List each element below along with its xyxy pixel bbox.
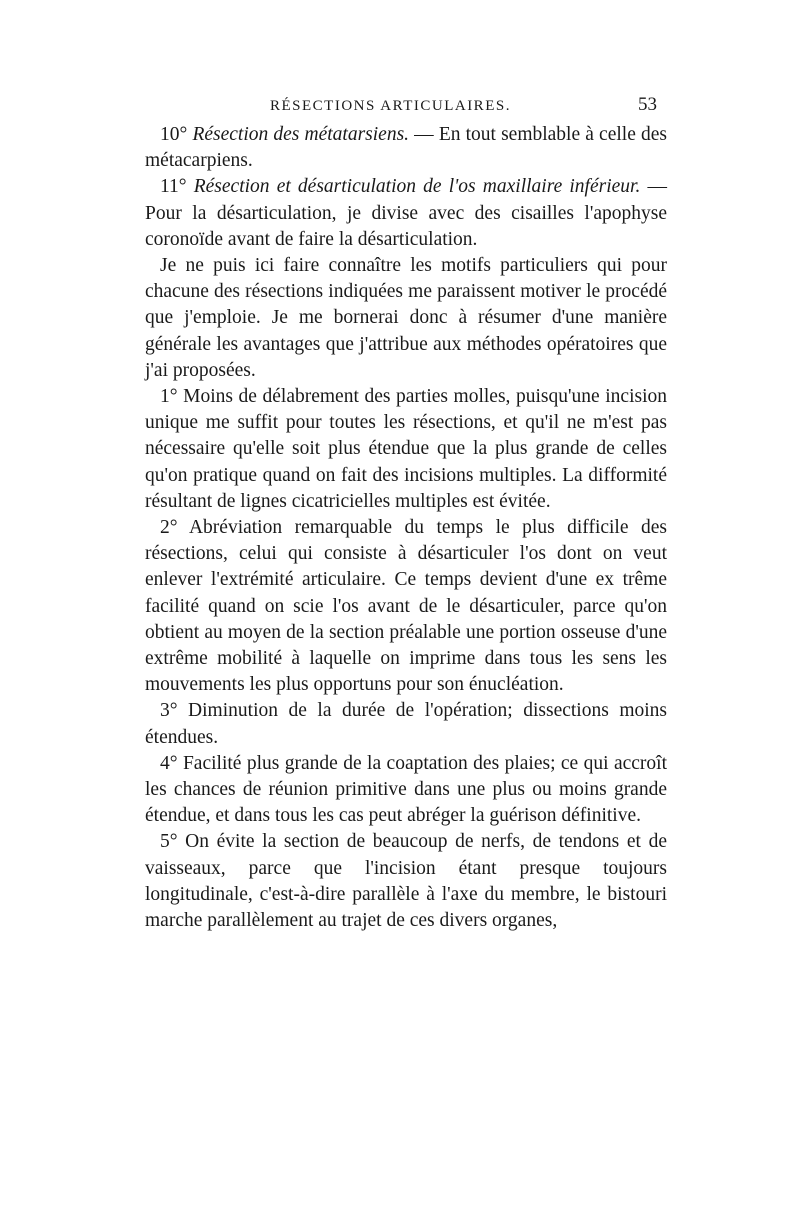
page-number: 53 <box>638 94 657 115</box>
paragraph-text: 5° On évite la section de beaucoup de nerfs, de tendons et de vaisseaux, parce que l'incision étant presque toujours longitudinale, c'est-à-dire parallèle à l'axe du membre, le bistouri marche parallèlement au trajet de ces divers organes, <box>145 831 667 932</box>
paragraph-lead: 10° <box>160 124 193 145</box>
paragraph-text: Je ne puis ici faire connaître les motifs particuliers qui pour chacune des résections indiquées me paraissent motiver le procédé que j'emploie. Je me bornerai donc à résumer d'une manière générale les avantages que j'attribue aux méthodes opératoires que j'ai proposées. <box>145 255 667 381</box>
paragraph-text: 1° Moins de délabrement des parties molles, puisqu'une incision unique me suffit pour toutes les résections, et qu'il ne m'est pas nécessaire qu'elle soit plus étendue que la plus grande de celles qu'on pratique quand on fait des incisions multiples. La difformité résultant de lignes cicatricielles multiples est évitée. <box>145 386 667 512</box>
paragraph-italic-title: Résection des métatarsiens. <box>192 124 410 145</box>
body-text <box>145 122 667 934</box>
paragraph-text: 2° Abréviation remarquable du temps le plus difficile des résections, celui qui consiste à désarticuler l'os dont on veut enlever l'extrémité articulaire. Ce temps devient d'une ex trême facilité quand on scie l'os avant de le désarticuler, parce qu'on obtient au moyen de la section préalable une portion osseuse d'une extrême mobilité à laquelle on imprime dans tous les sens les mouvements les plus opportuns pour son énucléation. <box>145 517 667 696</box>
paragraph-advantage-5 <box>145 829 667 934</box>
paragraph-advantage-3 <box>145 698 667 750</box>
paragraph-advantage-2 <box>145 515 667 698</box>
paragraph-resection-metatarsiens <box>145 122 667 174</box>
book-page <box>145 92 667 934</box>
page-header <box>145 92 667 122</box>
paragraph-italic-title: Résection et désarticulation de l'os maxillaire inférieur. <box>193 176 641 198</box>
paragraph-text: — Pour la désarticulation, je divise avec des cisailles l'apophyse coronoïde avant de faire la désarticulation. <box>145 176 667 250</box>
paragraph-text: 4° Facilité plus grande de la coaptation des plaies; ce qui accroît les chances de réunion primitive dans une plus ou moins grande étendue, et dans tous les cas peut abréger la guérison définitive. <box>145 752 667 827</box>
paragraph-advantage-1 <box>145 384 667 515</box>
paragraph-text: 3° Diminution de la durée de l'opération; dissections moins étendues. <box>145 700 667 748</box>
paragraph-lead: 11° <box>160 176 194 198</box>
paragraph-advantage-4 <box>145 751 667 830</box>
paragraph-motifs <box>145 253 667 384</box>
paragraph-text: — En tout semblable à celle des métacarpiens. <box>145 124 667 172</box>
running-title: RÉSECTIONS ARTICULAIRES. <box>270 98 511 114</box>
paragraph-resection-maxillaire <box>145 174 667 253</box>
